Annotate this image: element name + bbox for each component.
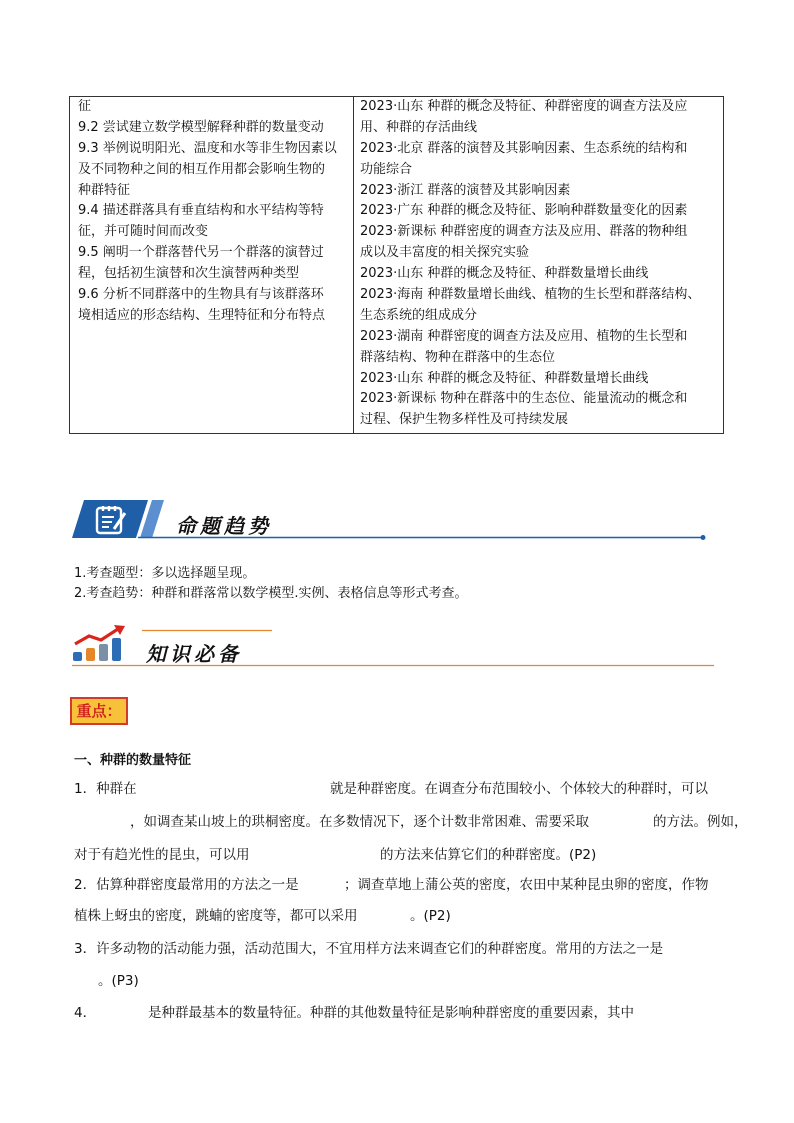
table-line: 2023·新课标 物种在群落中的生态位、能量流动的概念和	[360, 391, 688, 407]
table-line: 及不同物种之间的相互作用都会影响生物的	[78, 161, 326, 177]
trend-section-title: 命题趋势	[176, 514, 272, 538]
paragraph-text: 的方法来估算它们的种群密度。(P2)	[380, 847, 597, 863]
paragraph-text: 。(P3)	[98, 973, 139, 989]
curriculum-table	[69, 96, 724, 434]
table-line: 2023·浙江 群落的演替及其影响因素	[360, 182, 571, 198]
table-line: 2023·山东 种群的概念及特征、种群密度的调查方法及应	[360, 99, 688, 114]
table-line: 9.2 尝试建立数学模型解释种群的数量变动	[78, 119, 324, 135]
table-line: 9.5 阐明一个群落替代另一个群落的演替过	[78, 245, 324, 261]
paragraph-text: 是种群最基本的数量特征。种群的其他数量特征是影响种群密度的重要因素，其中	[148, 1005, 634, 1021]
table-line: 程，包括初生演替和次生演替两种类型	[78, 266, 300, 282]
table-line: 9.4 描述群落具有垂直结构和水平结构等特	[78, 203, 324, 219]
table-line: 2023·北京 群落的演替及其影响因素、生态系统的结构和	[360, 140, 688, 156]
table-line: 生态系统的组成成分	[360, 307, 478, 323]
paragraph-text: 植株上蚜虫的密度，跳蝻的密度等，都可以采用	[74, 908, 358, 924]
trend-item: 1.考查题型：多以选择题呈现。	[74, 566, 256, 581]
paragraph-text: 3．许多动物的活动能力强，活动范围大，不宜用样方法来调查它们的种群密度。常用的方法之一是	[74, 941, 664, 957]
table-line: 9.3 举例说明阳光、温度和水等非生物因素以	[78, 140, 337, 156]
paragraph-text: 的方法。例如，	[653, 814, 748, 830]
knowledge-banner	[72, 624, 714, 668]
table-line: 2023·新课标 种群密度的调查方法及应用、群落的物种组	[360, 224, 688, 240]
table-line: 功能综合	[360, 161, 413, 177]
knowledge-section-title: 知识必备	[146, 642, 242, 666]
trend-banner	[72, 500, 708, 540]
table-line: 2023·山东 种群的概念及特征、种群数量增长曲线	[360, 266, 649, 282]
paragraph-text: ，如调查某山坡上的珙桐密度。在多数情况下，逐个计数非常困难、需要采取	[130, 814, 589, 830]
key-point-badge: 重点：	[70, 697, 128, 725]
paragraph-text: 1．种群在	[74, 781, 137, 797]
table-line: 过程、保护生物多样性及可持续发展	[360, 412, 569, 428]
table-line: 种群特征	[78, 182, 131, 198]
section-heading: 一、种群的数量特征	[74, 753, 192, 768]
notepad-pencil-icon	[94, 504, 130, 536]
paragraph-text: 就是种群密度。在调查分布范围较小、个体较大的种群时，可以	[330, 781, 708, 797]
paragraph-text: ；调查草地上蒲公英的密度，农田中某种昆虫卵的密度，作物	[344, 877, 709, 893]
paragraph-text: 对于有趋光性的昆虫，可以用	[74, 847, 250, 863]
table-line: 9.6 分析不同群落中的生物具有与该群落环	[78, 287, 324, 303]
table-line: 成以及丰富度的相关探究实验	[360, 245, 530, 261]
table-line: 2023·广东 种群的概念及特征、影响种群数量变化的因素	[360, 203, 688, 219]
table-line: 境相适应的形态结构、生理特征和分布特点	[78, 307, 326, 323]
table-line: 2023·海南 种群数量增长曲线、植物的生长型和群落结构、	[360, 287, 701, 303]
table-line: 用、种群的存活曲线	[360, 119, 478, 135]
trend-item: 2.考查趋势：种群和群落常以数学模型.实例、表格信息等形式考查。	[74, 586, 468, 601]
paragraph-text: 4．	[74, 1005, 97, 1021]
table-line: 2023·湖南 种群密度的调查方法及应用、植物的生长型和	[360, 328, 688, 344]
table-line: 群落结构、物种在群落中的生态位	[360, 349, 556, 365]
table-left-column	[70, 97, 354, 433]
paragraph-text: 。(P2)	[410, 908, 451, 924]
table-right-column	[354, 97, 723, 433]
table-line: 2023·山东 种群的概念及特征、种群数量增长曲线	[360, 370, 649, 386]
paragraph-text: 2．估算种群密度最常用的方法之一是	[74, 877, 299, 893]
table-line: 征	[78, 99, 92, 114]
table-line: 征，并可随时间而改变	[78, 224, 209, 240]
